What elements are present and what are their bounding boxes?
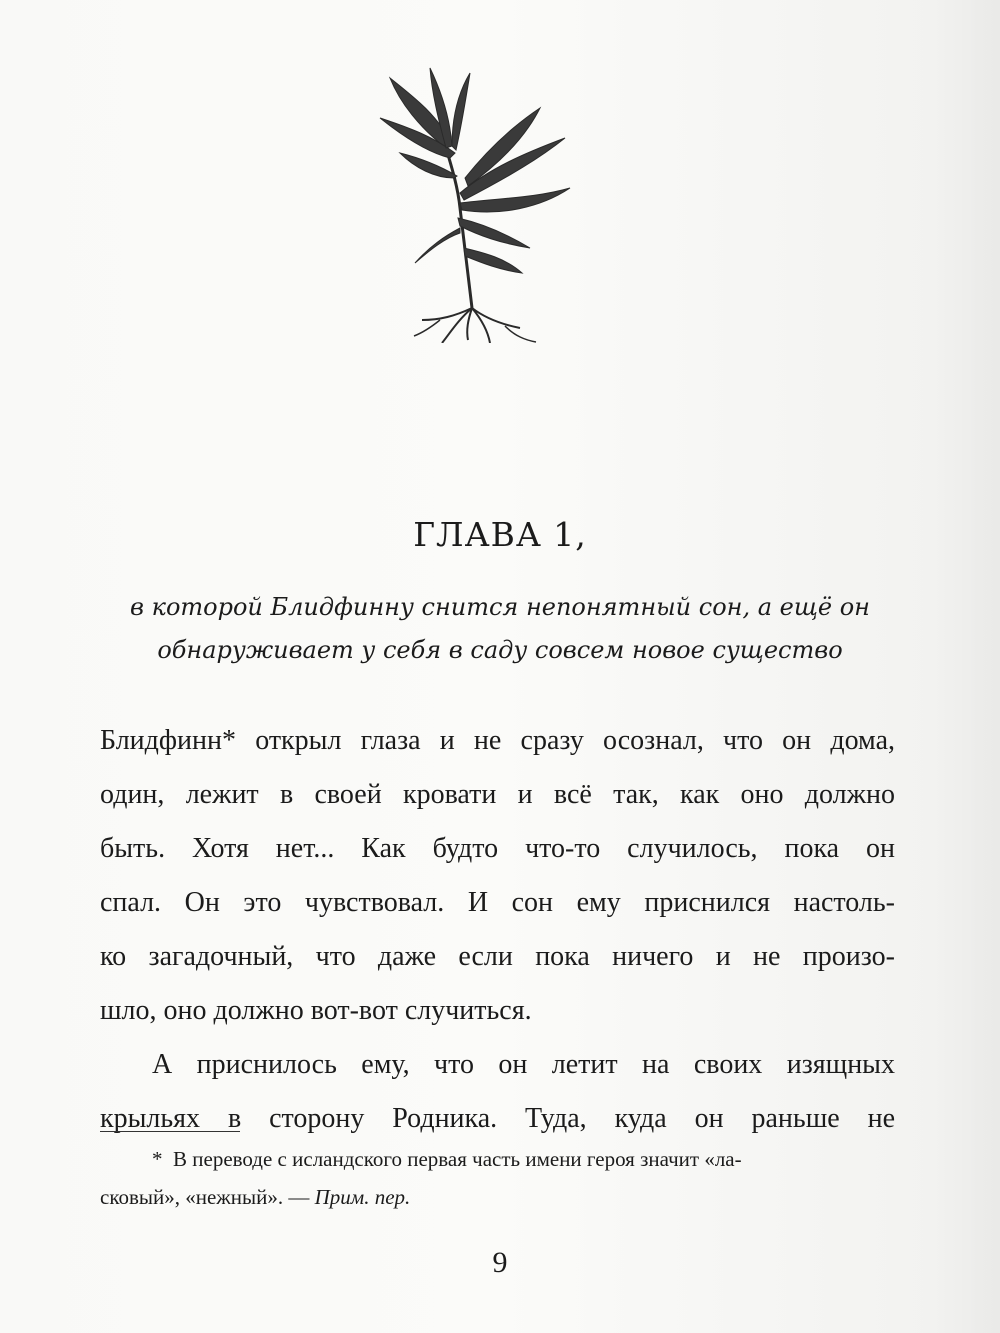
page-number: 9 bbox=[492, 1246, 508, 1279]
paragraph-line: быть. Хотя нет... Как будто что-то случилось, пока он bbox=[100, 833, 895, 864]
footnote-marker: * bbox=[152, 1147, 163, 1171]
plant-ornament-icon bbox=[360, 58, 600, 343]
footnote-text: В переводе с исландского первая часть имени героя значит «ла- bbox=[173, 1147, 742, 1171]
body-text bbox=[100, 714, 895, 1146]
footnote-divider bbox=[100, 1131, 240, 1132]
paragraph-line: крыльях в сторону Родника. Туда, куда он раньше не bbox=[100, 1103, 895, 1134]
paragraph-line: один, лежит в своей кровати и всё так, как оно должно bbox=[100, 779, 895, 810]
paragraph-line: Блидфинн* открыл глаза и не сразу осознал, что он дома, bbox=[100, 725, 895, 756]
footnote-note-label: Прим. пер. bbox=[314, 1185, 411, 1209]
footnote-text: сковый», «нежный». — bbox=[100, 1185, 315, 1209]
paragraph-line: А приснилось ему, что он летит на своих изящных bbox=[152, 1049, 895, 1080]
chapter-subtitle bbox=[100, 586, 900, 672]
footnote bbox=[100, 1140, 890, 1216]
page-edge-shadow bbox=[930, 0, 1000, 1333]
chapter-subtitle-line: обнаруживает у себя в саду совсем новое существо bbox=[157, 636, 843, 664]
paragraph-line: спал. Он это чувствовал. И сон ему приснился настоль- bbox=[100, 887, 895, 918]
chapter-heading: ГЛАВА 1, bbox=[413, 515, 587, 554]
chapter-subtitle-line: в которой Блидфинну снится непонятный сон, а ещё он bbox=[130, 593, 870, 621]
paragraph-line: шло, оно должно вот-вот случиться. bbox=[100, 995, 532, 1026]
paragraph-line: ко загадочный, что даже если пока ничего и не произо- bbox=[100, 941, 895, 972]
